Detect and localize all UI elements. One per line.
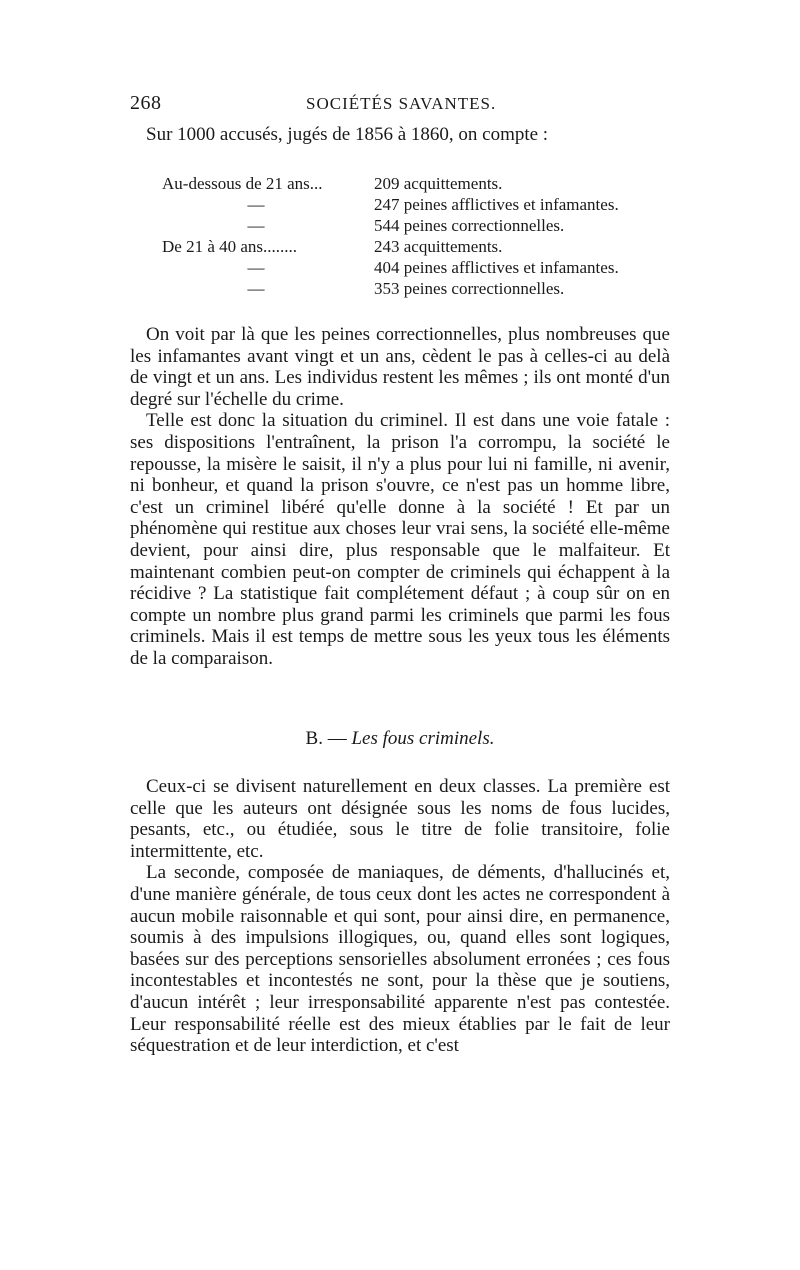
stat-label: — [247,195,265,214]
stat-row [162,258,682,279]
paragraph: Telle est donc la situation du criminel. Il est dans une voie fatale : ses dispositions l'entraînent, la prison l'a corrompu, la société le repousse, la misère le saisit, il n'y a plus pour lui ni famille, ni avenir, ni bonheur, et quand la prison s'ouvre, ce n'est pas un homme libre, c'est un criminel libéré qu'elle donne à la société ! Et par un phénomène qui restitue aux choses leur vrai sens, la société elle-même devient, pour ainsi dire, plus responsable que le malfaiteur. Et maintenant combien peut-on compter de criminels qui échappent à la récidive ? La statistique fait complétement défaut ; à coup sûr on en compte un nombre plus grand parmi les criminels que parmi les fous criminels. Mais il est temps de mettre sous les yeux tous les éléments de la comparaison. [130,410,670,669]
stat-row [162,195,682,216]
running-title: SOCIÉTÉS SAVANTES. [306,94,497,113]
stat-value: 247 peines afflictives et infamantes. [374,195,619,214]
stat-value: 209 acquittements. [374,174,503,193]
stat-label: Au-dessous de 21 ans... [162,174,323,193]
paragraph: La seconde, composée de maniaques, de déments, d'hallucinés et, d'une manière générale, de tous ceux dont les actes ne correspondent à aucun mobile raisonnable et qui sont, pour ainsi dire, en permanence, soumis à des impulsions illogiques, ou, quand elles sont logiques, basées sur des perceptions sensorielles absolument erronées ; ces fous incontestables et incontestés ne sont, pour la thèse que je soutiens, d'aucun intérêt ; leur irresponsabilité apparente n'est pas contestée. Leur responsabilité réelle est des mieux établies par le fait de leur séquestration et de leur interdiction, et c'est [130,862,670,1057]
running-header [130,92,670,120]
section-prefix: B. — [305,728,347,749]
intro-sentence: Sur 1000 accusés, jugés de 1856 à 1860, on compte : [146,124,549,145]
section-heading [130,728,670,750]
statistics-list [162,174,682,300]
section-title: Les fous criminels. [351,728,495,749]
page-number: 268 [130,92,162,114]
stat-label: — [247,258,265,277]
stat-row [162,174,682,195]
stat-label: — [247,216,265,235]
paragraph: Ceux-ci se divisent naturellement en deux classes. La première est celle que les auteurs ont désignée sous les noms de fous lucides, pesants, etc., ou étudiée, sous le titre de folie transitoire, folie intermittente, etc. [130,776,670,862]
stat-value: 243 acquittements. [374,237,503,256]
stat-value: 353 peines correctionnelles. [374,279,565,298]
body-block-comparison [130,324,670,670]
paragraph: On voit par là que les peines correctionnelles, plus nombreuses que les infamantes avant vingt et un ans, cèdent le pas à celles-ci au delà de vingt et un ans. Les individus restent les mêmes ; ils ont monté d'un degré sur l'échelle du crime. [130,324,670,410]
stat-row [162,279,682,300]
stat-value: 404 peines afflictives et infamantes. [374,258,619,277]
body-block-criminal-insane [130,776,670,1057]
stat-row [162,216,682,237]
stat-row [162,237,682,258]
stat-label: De 21 à 40 ans........ [162,237,298,256]
stat-label: — [247,279,265,298]
stat-value: 544 peines correctionnelles. [374,216,565,235]
